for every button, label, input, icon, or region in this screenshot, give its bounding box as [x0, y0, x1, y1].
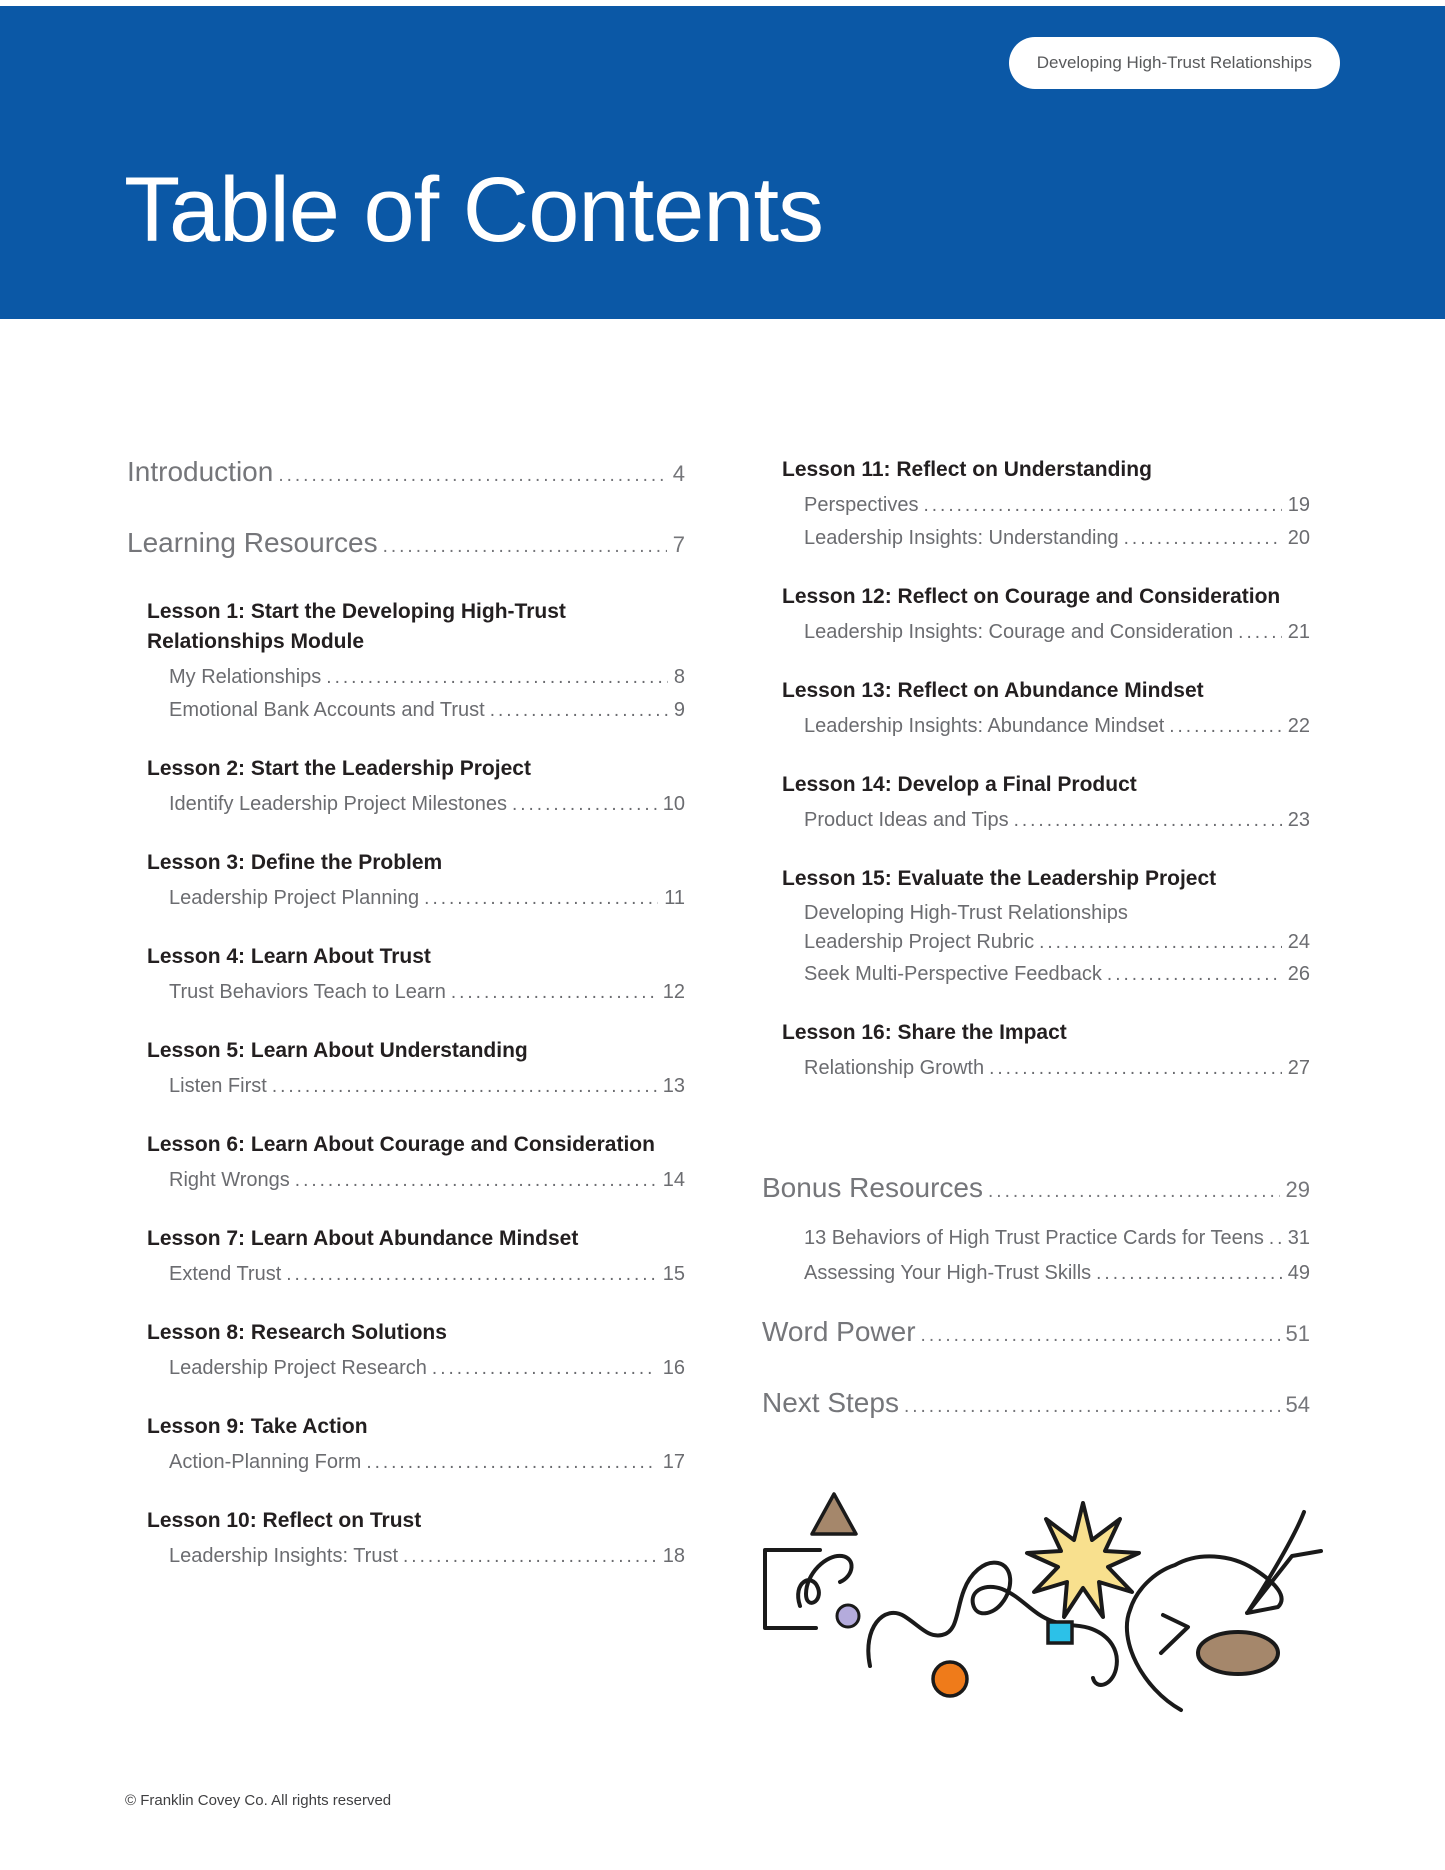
- cyan-square-shape: [1048, 1622, 1072, 1643]
- toc-row: [127, 1164, 685, 1197]
- toc-lesson: [762, 864, 1310, 991]
- toc-row: [127, 882, 685, 915]
- toc-entry-label: Learning Resources: [127, 527, 378, 558]
- toc-entry-label: Action-Planning Form: [169, 1451, 362, 1473]
- toc-page-number: 31: [1287, 1227, 1310, 1249]
- toc-lesson: [762, 1018, 1310, 1085]
- dot-leader: [988, 1175, 1280, 1209]
- dot-leader: [326, 661, 668, 694]
- toc-page-number: 12: [662, 981, 685, 1003]
- cursive-squiggle-line: [798, 1556, 851, 1606]
- lesson-heading: Lesson 11: Reflect on Understanding: [782, 458, 1152, 481]
- toc-lesson: [127, 848, 685, 915]
- lesson-heading: Lesson 3: Define the Problem: [147, 851, 443, 874]
- toc-entry-label: Leadership Insights: Trust: [169, 1545, 399, 1567]
- lesson-heading: Lesson 6: Learn About Courage and Consideration: [147, 1133, 655, 1156]
- toc-page-number: 21: [1287, 621, 1310, 643]
- toc-page-number: 4: [672, 461, 685, 486]
- toc-entry-label: My Relationships: [169, 666, 322, 688]
- toc-row: [127, 1258, 685, 1291]
- module-badge: [1009, 37, 1340, 89]
- toc-lesson: [127, 1318, 685, 1385]
- toc-lesson: [127, 1224, 685, 1291]
- dot-leader: [1238, 616, 1282, 649]
- toc-page-number: 49: [1287, 1262, 1310, 1284]
- dot-leader: [921, 1319, 1280, 1353]
- toc-page-number: 17: [662, 1451, 685, 1473]
- toc-entry-label-line1: Developing High-Trust Relationships: [804, 902, 1128, 924]
- toc-row: [762, 1256, 1310, 1291]
- toc-page-number: 51: [1285, 1321, 1310, 1346]
- dot-leader: [278, 459, 666, 493]
- header-band: [0, 6, 1445, 319]
- toc-entry-label: Leadership Project Planning: [169, 887, 420, 909]
- toc-row: [762, 522, 1310, 555]
- toc-page-number: 24: [1287, 931, 1310, 953]
- toc-entry-label: Emotional Bank Accounts and Trust: [169, 699, 485, 721]
- toc-entry-label: 13 Behaviors of High Trust Practice Cards for Teens: [804, 1227, 1264, 1249]
- lesson-heading: Lesson 5: Learn About Understanding: [147, 1039, 528, 1062]
- toc-entry-label: Leadership Insights: Understanding: [804, 527, 1119, 549]
- toc-column-left: [127, 455, 685, 1573]
- toc-row: [127, 1446, 685, 1479]
- dot-leader: [1269, 1221, 1282, 1256]
- toc-row: [127, 455, 685, 493]
- toc-lesson: [762, 770, 1310, 837]
- lesson-heading: Lesson 1: Start the Developing High-Trust Relationships Module: [147, 600, 566, 653]
- toc-page-number: 26: [1287, 963, 1310, 985]
- lesson-heading: Lesson 13: Reflect on Abundance Mindset: [782, 679, 1204, 702]
- dot-leader: [512, 788, 657, 821]
- toc-row: [762, 804, 1310, 837]
- open-square-shape: [765, 1550, 820, 1628]
- toc-lesson: [127, 1506, 685, 1573]
- toc-row: [127, 1540, 685, 1573]
- toc-entry-label: Right Wrongs: [169, 1169, 290, 1191]
- toc-row: [762, 489, 1310, 522]
- toc-entry-label: Perspectives: [804, 494, 919, 516]
- toc-row: [127, 1070, 685, 1103]
- toc-row: [762, 1052, 1310, 1085]
- toc-lesson: [127, 1412, 685, 1479]
- toc-entry-label: Trust Behaviors Teach to Learn: [169, 981, 446, 1003]
- star-shape: [1027, 1503, 1139, 1617]
- dot-leader: [989, 1052, 1282, 1085]
- toc-page-number: 19: [1287, 494, 1310, 516]
- toc-lesson: [762, 582, 1310, 649]
- toc-page-number: 10: [662, 793, 685, 815]
- toc-entry-label: Bonus Resources: [762, 1172, 984, 1203]
- toc-lesson: [762, 676, 1310, 743]
- toc-page-number: 29: [1285, 1177, 1310, 1202]
- dot-leader: [451, 976, 657, 1009]
- lesson-heading: Lesson 8: Research Solutions: [147, 1321, 447, 1344]
- lavender-circle-shape: [837, 1605, 859, 1627]
- toc-page-number: 23: [1287, 809, 1310, 831]
- toc-row: [762, 927, 1310, 958]
- dot-leader: [295, 1164, 657, 1197]
- dot-leader: [904, 1390, 1280, 1424]
- dot-leader: [366, 1446, 656, 1479]
- lesson-heading: Lesson 14: Develop a Final Product: [782, 773, 1137, 796]
- triangle-shape: [812, 1494, 856, 1534]
- page-title: Table of Contents: [124, 159, 824, 261]
- toc-row: [762, 616, 1310, 649]
- toc-entry-label: Relationship Growth: [804, 1057, 985, 1079]
- dot-leader: [1124, 522, 1282, 555]
- copyright-footer: © Franklin Covey Co. All rights reserved: [125, 1792, 392, 1809]
- toc-page-number: 8: [673, 666, 685, 688]
- toc-page-number: 7: [672, 532, 685, 557]
- dot-leader: [286, 1258, 656, 1291]
- dot-leader: [924, 489, 1282, 522]
- toc-entry-label: Introduction: [127, 456, 274, 487]
- toc-group: [762, 1171, 1310, 1291]
- toc-entry-label: Next Steps: [762, 1387, 899, 1418]
- toc-page-number: 22: [1287, 715, 1310, 737]
- toc-row: [127, 526, 685, 564]
- toc-row: [127, 788, 685, 821]
- module-badge-label: Developing High-Trust Relationships: [1036, 53, 1312, 72]
- toc-entry-label: Product Ideas and Tips: [804, 809, 1009, 831]
- check-line: [1161, 1615, 1188, 1653]
- toc-lesson: [127, 1036, 685, 1103]
- lesson-heading: Lesson 10: Reflect on Trust: [147, 1509, 422, 1532]
- toc-entry-label: Extend Trust: [169, 1263, 282, 1285]
- toc-entry-label: Leadership Project Rubric: [804, 931, 1035, 953]
- toc-page-number: 54: [1285, 1392, 1310, 1417]
- toc-entry-label: Leadership Project Research: [169, 1357, 427, 1379]
- toc-row: [127, 976, 685, 1009]
- lesson-heading: Lesson 2: Start the Leadership Project: [147, 757, 531, 780]
- dot-leader: [1096, 1256, 1282, 1291]
- toc-page-number: 18: [662, 1545, 685, 1567]
- toc-entry-label: Listen First: [169, 1075, 267, 1097]
- toc-row: [127, 1352, 685, 1385]
- toc-entry-label: Assessing Your High-Trust Skills: [804, 1262, 1092, 1284]
- toc-lesson: [127, 942, 685, 1009]
- toc-row: [762, 710, 1310, 743]
- toc-page-number: 13: [662, 1075, 685, 1097]
- toc-page-number: 14: [662, 1169, 685, 1191]
- toc-row: [762, 1221, 1310, 1256]
- toc-entry-label: Seek Multi-Perspective Feedback: [804, 963, 1102, 985]
- lesson-heading: Lesson 15: Evaluate the Leadership Project: [782, 867, 1217, 890]
- toc-page-number: 20: [1287, 527, 1310, 549]
- toc-lesson: [127, 754, 685, 821]
- toc-page-number: 15: [662, 1263, 685, 1285]
- toc-page-number: 27: [1287, 1057, 1310, 1079]
- toc-row: [762, 1171, 1310, 1209]
- dot-leader: [490, 694, 668, 727]
- dot-leader: [272, 1070, 657, 1103]
- dot-leader: [383, 530, 667, 564]
- dot-leader: [424, 882, 658, 915]
- lesson-heading: Lesson 16: Share the Impact: [782, 1021, 1067, 1044]
- toc-entry-label: Leadership Insights: Courage and Consideration: [804, 621, 1234, 643]
- toc-column-right: [762, 455, 1310, 1457]
- lesson-heading: Lesson 12: Reflect on Courage and Consideration: [782, 585, 1281, 608]
- toc-lesson: [762, 455, 1310, 555]
- column-spacer: [762, 1085, 1310, 1171]
- toc-lesson: [127, 597, 685, 727]
- orange-circle-shape: [933, 1662, 967, 1696]
- dot-leader: [1107, 958, 1282, 991]
- dot-leader: [1014, 804, 1282, 837]
- lesson-heading: Lesson 7: Learn About Abundance Mindset: [147, 1227, 579, 1250]
- toc-entry-label: Identify Leadership Project Milestones: [169, 793, 507, 815]
- dot-leader: [1039, 928, 1282, 958]
- lesson-heading: Lesson 9: Take Action: [147, 1415, 368, 1438]
- toc-row: [762, 958, 1310, 991]
- toc-page-number: 11: [664, 887, 685, 909]
- doodle-illustration: [750, 1488, 1330, 1728]
- zigzag-bolt-line: [1248, 1512, 1321, 1612]
- dot-leader: [1169, 710, 1282, 743]
- toc-page-number: 16: [662, 1357, 685, 1379]
- toc-row: [762, 1386, 1310, 1424]
- toc-row: [127, 661, 685, 694]
- dot-leader: [403, 1540, 657, 1573]
- toc-page-number: 9: [673, 699, 685, 721]
- toc-entry-label: Leadership Insights: Abundance Mindset: [804, 715, 1165, 737]
- lesson-heading: Lesson 4: Learn About Trust: [147, 945, 431, 968]
- toc-lesson: [127, 1130, 685, 1197]
- toc-entry-label: Word Power: [762, 1316, 916, 1347]
- dot-leader: [432, 1352, 657, 1385]
- brown-ellipse-shape: [1198, 1632, 1278, 1674]
- toc-row: [762, 1315, 1310, 1353]
- toc-row: [127, 694, 685, 727]
